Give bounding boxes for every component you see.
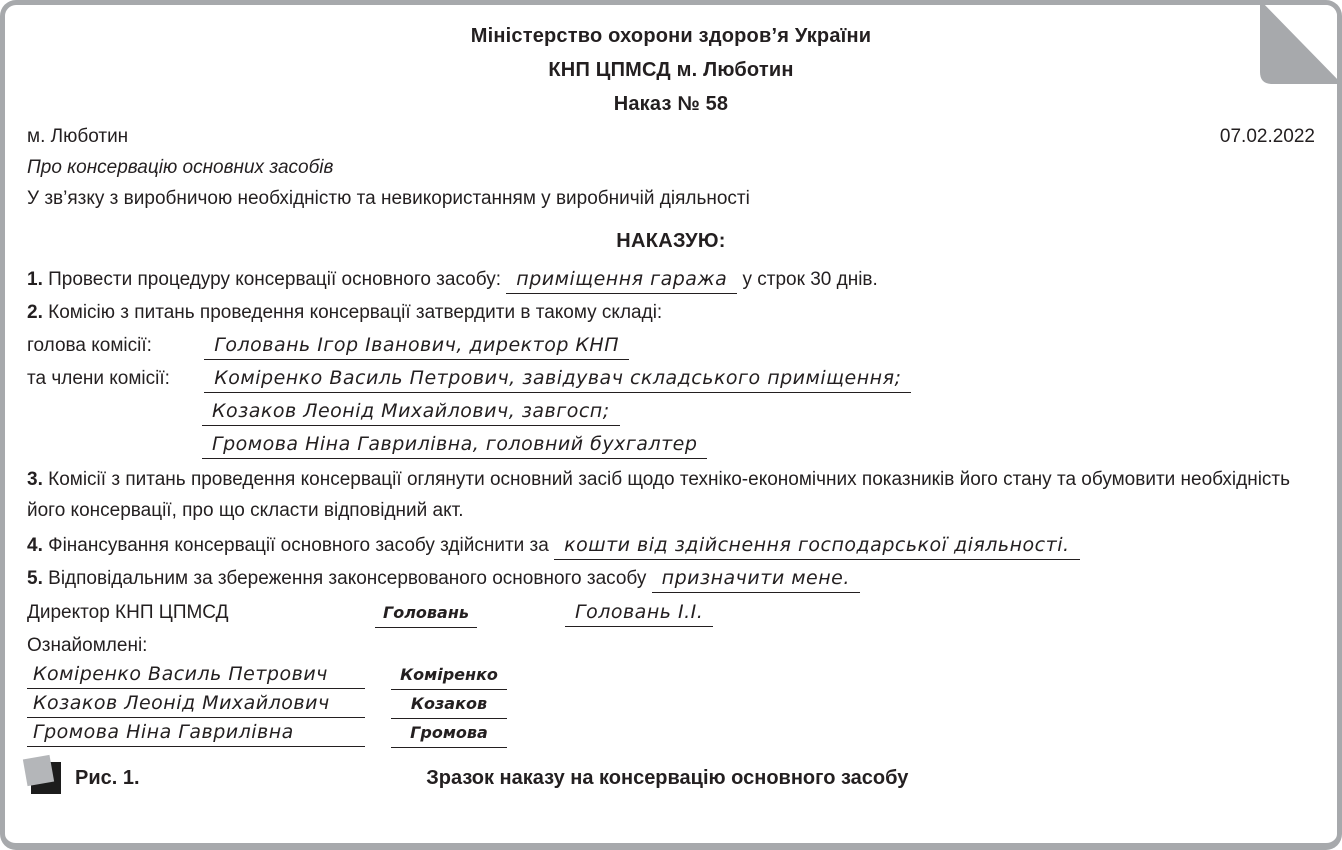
acknowledged-row-3 (27, 719, 1315, 748)
acknowledged-1-name: Коміренко Василь Петрович (27, 661, 365, 689)
item-1-text-after: у строк 30 днів. (742, 269, 878, 290)
order-number-title: Наказ № 58 (613, 93, 729, 115)
item-3-text: Комісії з питань проведення консервації оглянути основний засіб щодо техніко-економічних показників його стану та обумовити необхідність його консервації, про що скласти відповідний акт. (27, 469, 1291, 521)
item-4-fill-in: кошти від здійснення господарської діяльності. (554, 532, 1079, 560)
director-label: Директор КНП ЦПМСД (27, 602, 229, 623)
item-1-fill-in: приміщення гаража (506, 266, 737, 294)
commission-member-2-row (27, 396, 1315, 427)
director-name-fill-in: Головань І.І. (565, 599, 713, 627)
director-signature-row (27, 596, 1315, 630)
commission-head-row (27, 330, 1315, 361)
acknowledged-row-2 (27, 690, 1315, 719)
acknowledged-2-name: Козаков Леонід Михайлович (27, 690, 365, 718)
item-3-number: 3. (27, 469, 43, 490)
commission-head-label: голова комісії: (27, 335, 152, 356)
commission-members-row (27, 363, 1315, 394)
item-2-number: 2. (27, 302, 43, 323)
figure-caption: Зразок наказу на консервацію основного засобу (426, 766, 909, 789)
commission-member-1-fill-in: Коміренко Василь Петрович, завідувач складського приміщення; (204, 365, 911, 393)
order-item-2 (27, 297, 1315, 328)
preamble-line: У зв’язку з виробничою необхідністю та невикористанням у виробничій діяльності (27, 188, 750, 209)
acknowledged-3-name: Громова Ніна Гаврилівна (27, 719, 365, 747)
commission-head-fill-in: Головань Ігор Іванович, директор КНП (204, 332, 629, 360)
order-item-4 (27, 530, 1315, 561)
date-label: 07.02.2022 (1219, 126, 1315, 147)
subject-line: Про консервацію основних засобів (27, 157, 334, 178)
commission-members-label: та члени комісії: (27, 368, 170, 389)
figure-marker-inner-square (23, 755, 54, 786)
figure-label: Рис. 1. (75, 766, 140, 789)
item-1-number: 1. (27, 269, 43, 290)
order-item-3 (27, 464, 1315, 526)
director-signature: Головань (375, 601, 477, 628)
item-5-text: Відповідальним за збереження законсервованого основного засобу (48, 568, 647, 589)
item-5-number: 5. (27, 568, 43, 589)
commission-member-2-fill-in: Козаков Леонід Михайлович, завгосп; (202, 398, 620, 426)
commission-member-3-row (27, 429, 1315, 460)
figure-marker-icon (31, 762, 61, 794)
meta-row (27, 121, 1315, 152)
item-1-text: Провести процедуру консервації основного засобу: (48, 269, 501, 290)
acknowledged-1-signature: Коміренко (391, 663, 507, 690)
directive-heading: НАКАЗУЮ: (616, 230, 726, 252)
acknowledged-row-1 (27, 661, 1315, 690)
commission-member-3-fill-in: Громова Ніна Гаврилівна, головний бухгалтер (202, 431, 707, 459)
organization-name: КНП ЦПМСД м. Люботин (548, 59, 794, 81)
item-5-fill-in: призначити мене. (652, 565, 860, 593)
order-item-1 (27, 264, 1315, 295)
item-4-text: Фінансування консервації основного засобу здійснити за (48, 535, 549, 556)
item-2-text: Комісію з питань проведення консервації затвердити в такому складі: (48, 302, 663, 323)
acknowledged-2-signature: Козаков (391, 692, 507, 719)
city-label: м. Люботин (27, 126, 129, 147)
acknowledged-3-signature: Громова (391, 721, 507, 748)
ministry-title: Міністерство охорони здоров’я України (470, 25, 872, 47)
item-4-number: 4. (27, 535, 43, 556)
figure-caption-row (27, 762, 1315, 794)
order-item-5 (27, 563, 1315, 594)
acknowledged-label: Ознайомлені: (27, 635, 148, 656)
